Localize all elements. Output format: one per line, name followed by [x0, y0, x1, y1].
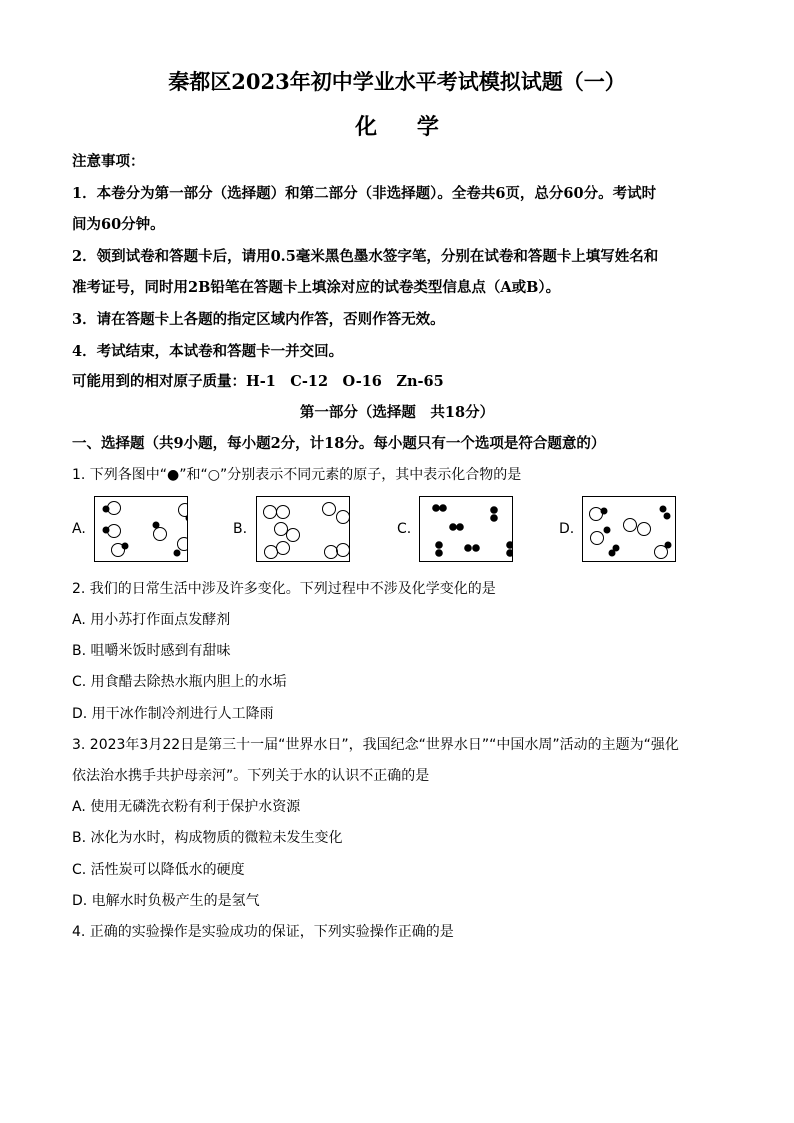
black-atom: [601, 508, 608, 515]
white-atom: [108, 525, 121, 538]
subject-title: 化 学: [355, 114, 455, 140]
black-atom: [456, 523, 464, 531]
white-atom: [337, 511, 350, 524]
question-3-option-d: D. 电解水时负极产生的是氢气: [72, 893, 260, 909]
black-atom: [604, 527, 611, 534]
black-atom: [174, 550, 181, 557]
white-atom: [264, 506, 277, 519]
white-atom: [638, 523, 651, 536]
question-3-option-a: A. 使用无磷洗衣粉有利于保护水资源: [72, 799, 301, 815]
black-atom: [506, 541, 512, 549]
figure-d-particles: [583, 497, 675, 561]
figure-b-particles: [257, 497, 349, 561]
question-3-stem-line-2: 依法治水携手共护母亲河”。下列关于水的认识不正确的是: [72, 768, 430, 784]
black-atom: [432, 504, 440, 512]
note-line-3: 2．领到试卷和答题卡后，请用0.5毫米黑色墨水签字笔，分别在试卷和答题卡上填写姓名和: [72, 248, 659, 265]
question-4-stem: 4. 正确的实验操作是实验成功的保证，下列实验操作正确的是: [72, 924, 454, 940]
white-atom: [325, 546, 338, 559]
white-atom: [178, 538, 188, 551]
black-atom: [103, 527, 110, 534]
white-atom: [275, 523, 288, 536]
black-atom: [665, 542, 672, 549]
figure-label-a: A.: [72, 521, 86, 537]
question-2-option-a: A. 用小苏打作面点发酵剂: [72, 612, 231, 628]
notes-heading: 注意事项：: [72, 153, 145, 170]
note-line-2: 间为60分钟。: [72, 216, 165, 233]
note-line-4: 准考证号，同时用2B铅笔在答题卡上填涂对应的试卷类型信息点（A或B）。: [72, 279, 561, 296]
question-3-option-b: B. 冰化为水时，构成物质的微粒未发生变化: [72, 830, 343, 846]
figure-c: [419, 496, 513, 562]
black-atom: [506, 549, 512, 557]
question-1-stem: 1. 下列各图中“●”和“○”分别表示不同元素的原子，其中表示化合物的是: [72, 467, 522, 483]
question-3-option-c: C. 活性炭可以降低水的硬度: [72, 862, 245, 878]
figure-a-particles: [95, 497, 187, 561]
black-atom: [435, 541, 443, 549]
black-atom: [490, 514, 498, 522]
figure-c-particles: [420, 497, 512, 561]
white-atom: [154, 528, 167, 541]
black-atom: [435, 549, 443, 557]
question-2-option-b: B. 咀嚼米饭时感到有甜味: [72, 643, 231, 659]
white-atom: [277, 506, 290, 519]
question-2-stem: 2. 我们的日常生活中涉及许多变化。下列过程中不涉及化学变化的是: [72, 581, 496, 597]
black-atom: [464, 544, 472, 552]
white-atom: [277, 542, 290, 555]
black-atom: [103, 506, 110, 513]
question-3-stem-line-1: 3. 2023年3月22日是第三十一届“世界水日”，我国纪念“世界水日”“中国水周”活动的主题为“强化: [72, 737, 679, 753]
black-atom: [122, 543, 129, 550]
white-atom: [287, 529, 300, 542]
white-atom: [108, 502, 121, 515]
white-atom: [590, 508, 603, 521]
black-atom: [472, 544, 480, 552]
note-line-6: 4．考试结束，本试卷和答题卡一并交回。: [72, 343, 344, 360]
white-atom: [323, 503, 336, 516]
white-atom: [624, 519, 637, 532]
white-atom: [337, 544, 350, 557]
white-atom: [179, 504, 188, 517]
section-heading: 一、选择题（共9小题，每小题2分，计18分。每小题只有一个选项是符合题意的）: [72, 435, 606, 452]
note-line-5: 3．请在答题卡上各题的指定区域内作答，否则作答无效。: [72, 311, 445, 328]
black-atom: [664, 513, 671, 520]
white-atom: [265, 546, 278, 559]
figure-a: [94, 496, 188, 562]
black-atom: [186, 515, 188, 522]
figure-label-c: C.: [397, 521, 412, 537]
part1-title: 第一部分（选择题 共18分）: [299, 404, 495, 421]
black-atom: [609, 550, 616, 557]
white-atom: [591, 532, 604, 545]
black-atom: [660, 506, 667, 513]
atomic-masses: 可能用到的相对原子质量：H-1 C-12 O-16 Zn-65: [72, 373, 444, 390]
figure-d: [582, 496, 676, 562]
figure-b: [256, 496, 350, 562]
black-atom: [490, 506, 498, 514]
note-line-1: 1．本卷分为第一部分（选择题）和第二部分（非选择题）。全卷共6页，总分60分。考试时: [72, 185, 657, 202]
question-2-option-d: D. 用干冰作制冷剂进行人工降雨: [72, 706, 274, 722]
question-2-option-c: C. 用食醋去除热水瓶内胆上的水垢: [72, 674, 287, 690]
black-atom: [449, 523, 457, 531]
figure-label-b: B.: [233, 521, 248, 537]
exam-title: 秦都区2023年初中学业水平考试模拟试题（一）: [168, 69, 626, 94]
black-atom: [439, 504, 447, 512]
figure-label-d: D.: [559, 521, 575, 537]
